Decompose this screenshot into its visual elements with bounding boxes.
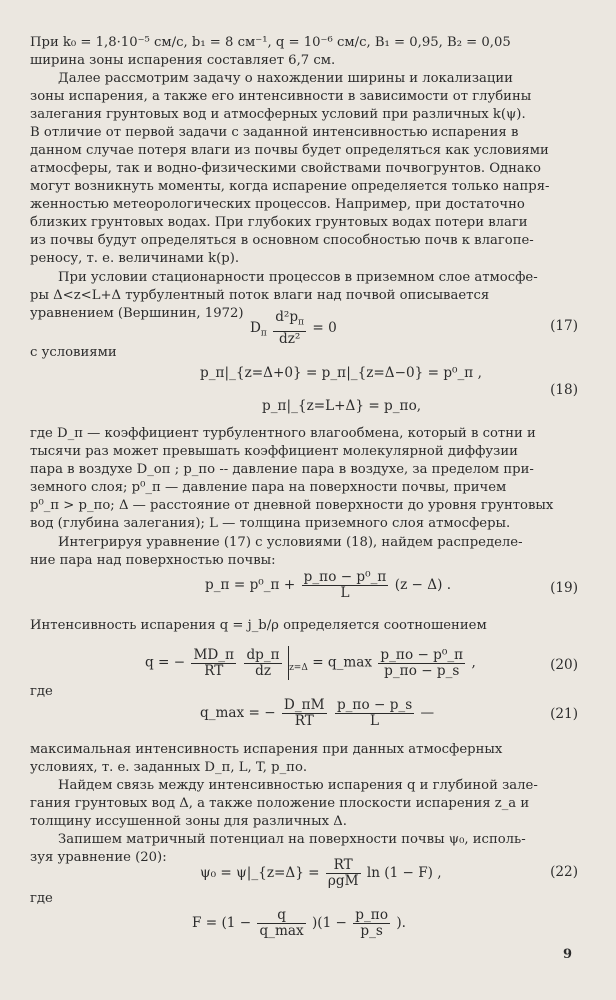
eq17-lhs: D (250, 319, 261, 336)
text-line: p⁰_п > p_по; Δ — расстояние от дневной поверхности до уровня грунтовых (30, 498, 554, 513)
text-line: Интегрируя уравнение (17) с условиями (18), найдем распределе- (58, 535, 523, 550)
text-line: атмосферы, так и водно-физическими свойствами почвогрунтов. Однако (30, 161, 541, 176)
text-line: тысячи раз может превышать коэффициент молекулярной диффузии (30, 444, 518, 459)
eq17-fraction (273, 310, 306, 347)
paragraph-4 (30, 425, 580, 533)
equation-number-22: (22) (550, 864, 578, 880)
equation-number-19: (19) (550, 580, 578, 596)
text-line: В отличие от первой задачи с заданной интенсивностью испарения в (30, 125, 519, 140)
eq19-rhs: (z − Δ) . (394, 577, 452, 593)
eqf-mid: )(1 − (311, 915, 347, 931)
eq22-f-num: RT (326, 858, 361, 874)
eqf-f2-num: p_по (355, 907, 389, 923)
text-line: из почвы будут определяться в основном способностью почв к влагопе- (30, 233, 534, 248)
eq21-f1-den: RT (294, 713, 314, 729)
eq20-fraction-3 (378, 648, 465, 679)
eq21-tail: — (420, 705, 435, 721)
eq22-rhs: ln (1 − F) , (366, 865, 442, 881)
where-2: где (30, 891, 53, 906)
text-line: условиях, т. е. заданных D_п, L, T, p_по. (30, 760, 308, 775)
eq19-fraction (302, 570, 389, 601)
eq20-f3-den: p_по − p_s (384, 662, 460, 679)
text-line: Запишем матричный потенциал на поверхности почвы ψ₀, исполь- (58, 832, 526, 847)
eq19-den: L (340, 585, 350, 601)
text-line: уравнением (Вершинин, 1972) (30, 306, 244, 321)
text-line: реносу, т. е. величинами k(p). (30, 251, 240, 266)
eq20-f2-den: dz (255, 662, 272, 679)
text-line: земного слоя; p⁰_п — давление пара на поверхности почвы, причем (30, 480, 507, 495)
where-1: где (30, 684, 53, 699)
equation-19 (205, 570, 451, 601)
equation-21 (200, 698, 434, 729)
eq17-num: d²p (275, 309, 299, 325)
eq17-rhs: = 0 (312, 319, 337, 336)
eq19-num: p_по − p⁰_п (303, 569, 387, 585)
text-line: где D_п — коэффициент турбулентного влагообмена, который в сотни и (30, 426, 536, 441)
equation-number-18: (18) (550, 382, 578, 398)
eqf-f1-num: q (257, 908, 305, 924)
text-line: Найдем связь между интенсивностью испарения q и глубиной зале- (58, 778, 538, 793)
eq21-fraction-1 (282, 698, 327, 729)
eq20-tail: , (471, 654, 476, 671)
eq17-sub: п (260, 328, 267, 339)
text-line: вод (глубина залегания); L — толщина приземного слоя атмосферы. (30, 516, 511, 531)
eq20-lhs: q = − (145, 654, 186, 671)
eq22-fraction (326, 858, 361, 889)
eqf-f1-den: q_max (259, 923, 304, 939)
eq21-f1-num: D_пM (283, 697, 325, 713)
page-number: 9 (562, 947, 572, 962)
eq20-condition: z=Δ (289, 663, 308, 674)
eq21-fraction-2 (335, 698, 414, 729)
paragraph-7 (30, 741, 580, 777)
eq21-lhs: q_max = − (200, 705, 276, 721)
text-line: Далее рассмотрим задачу о нахождении ширины и локализации (58, 71, 513, 86)
text-line: женностью метеорологических процессов. Например, при достаточно (30, 197, 525, 212)
paragraph-2 (30, 70, 580, 268)
equation-number-17: (17) (550, 318, 578, 334)
text-line: При условии стационарности процессов в приземном слое атмосфе- (58, 270, 538, 285)
text-line: залегания грунтовых вод и атмосферных условий при различных k(ψ). (30, 107, 526, 122)
eq20-mid: = q_max (312, 654, 373, 671)
text-line: данном случае потеря влаги из почвы будет определяться как условиями (30, 143, 549, 158)
equation-20 (145, 646, 476, 680)
equation-22 (200, 858, 442, 889)
equation-f (192, 908, 406, 939)
with-conditions: с условиями (30, 345, 117, 360)
eq20-fraction-1 (191, 648, 236, 679)
eq17-den: dz² (279, 330, 301, 347)
eqf-tail: ). (396, 915, 406, 931)
text-line: зуя уравнение (20): (30, 850, 167, 865)
text-line: При k₀ = 1,8·10⁻⁵ см/с, b₁ = 8 см⁻¹, q = 10⁻⁶ см/с, B₁ = 0,95, B₂ = 0,05 (30, 35, 511, 50)
equation-18-line-1: p_п|_{z=Δ+0} = p_п|_{z=Δ−0} = p⁰_п , (200, 365, 482, 381)
paragraph-6 (30, 617, 580, 635)
eq20-fraction-2 (244, 648, 281, 679)
eqf-f2-den: p_s (360, 923, 383, 939)
text-line: ширина зоны испарения составляет 6,7 см. (30, 53, 336, 68)
eqf-lhs: F = (1 − (192, 915, 252, 931)
equation-17 (250, 310, 337, 347)
eq19-lhs: p_п = p⁰_п + (205, 577, 296, 593)
eq21-f2-num: p_по − p_s (336, 697, 413, 713)
text-line: максимальная интенсивность испарения при данных атмосферных (30, 742, 503, 757)
text-line: Интенсивность испарения q = j_b/ρ определяется соотношением (30, 618, 487, 633)
text-line: пара в воздухе D_оп ; p_по -- давление пара в воздухе, за пределом при- (30, 462, 534, 477)
paragraph-1 (30, 34, 580, 70)
text-line: ние пара над поверхностью почвы: (30, 553, 276, 568)
text-line: ры Δ<z<L+Δ турбулентный поток влаги над почвой описывается (30, 288, 490, 303)
text-line: толщину иссушенной зоны для различных Δ. (30, 814, 347, 829)
equation-number-21: (21) (550, 706, 578, 722)
eq21-f2-den: L (370, 713, 380, 729)
eq20-f1-num: MD_п (193, 646, 235, 663)
eqf-fraction-2 (353, 908, 390, 939)
paragraph-5 (30, 534, 580, 570)
text-line: близких грунтовых водах. При глубоких грунтовых водах потери влаги (30, 215, 528, 230)
eq22-lhs: ψ₀ = ψ|_{z=Δ} = (200, 865, 320, 881)
eq17-num-sub: п (298, 317, 305, 328)
eqf-fraction-1 (257, 908, 305, 939)
eq20-f1-den: RT (204, 662, 224, 679)
paragraph-8 (30, 777, 580, 831)
text-line: могут возникнуть моменты, когда испарение определяется только напря- (30, 179, 550, 194)
eq20-f2-num: dp_п (246, 646, 280, 663)
text-line: гания грунтовых вод Δ, а также положение плоскости испарения z_a и (30, 796, 530, 811)
eq20-f3-num: p_по − p⁰_п (380, 646, 464, 663)
eq22-f-den: ρgM (327, 873, 359, 889)
text-line: зоны испарения, а также его интенсивности в зависимости от глубины (30, 89, 532, 104)
equation-number-20: (20) (550, 657, 578, 673)
equation-18-line-2: p_п|_{z=L+Δ} = p_по, (262, 398, 422, 414)
